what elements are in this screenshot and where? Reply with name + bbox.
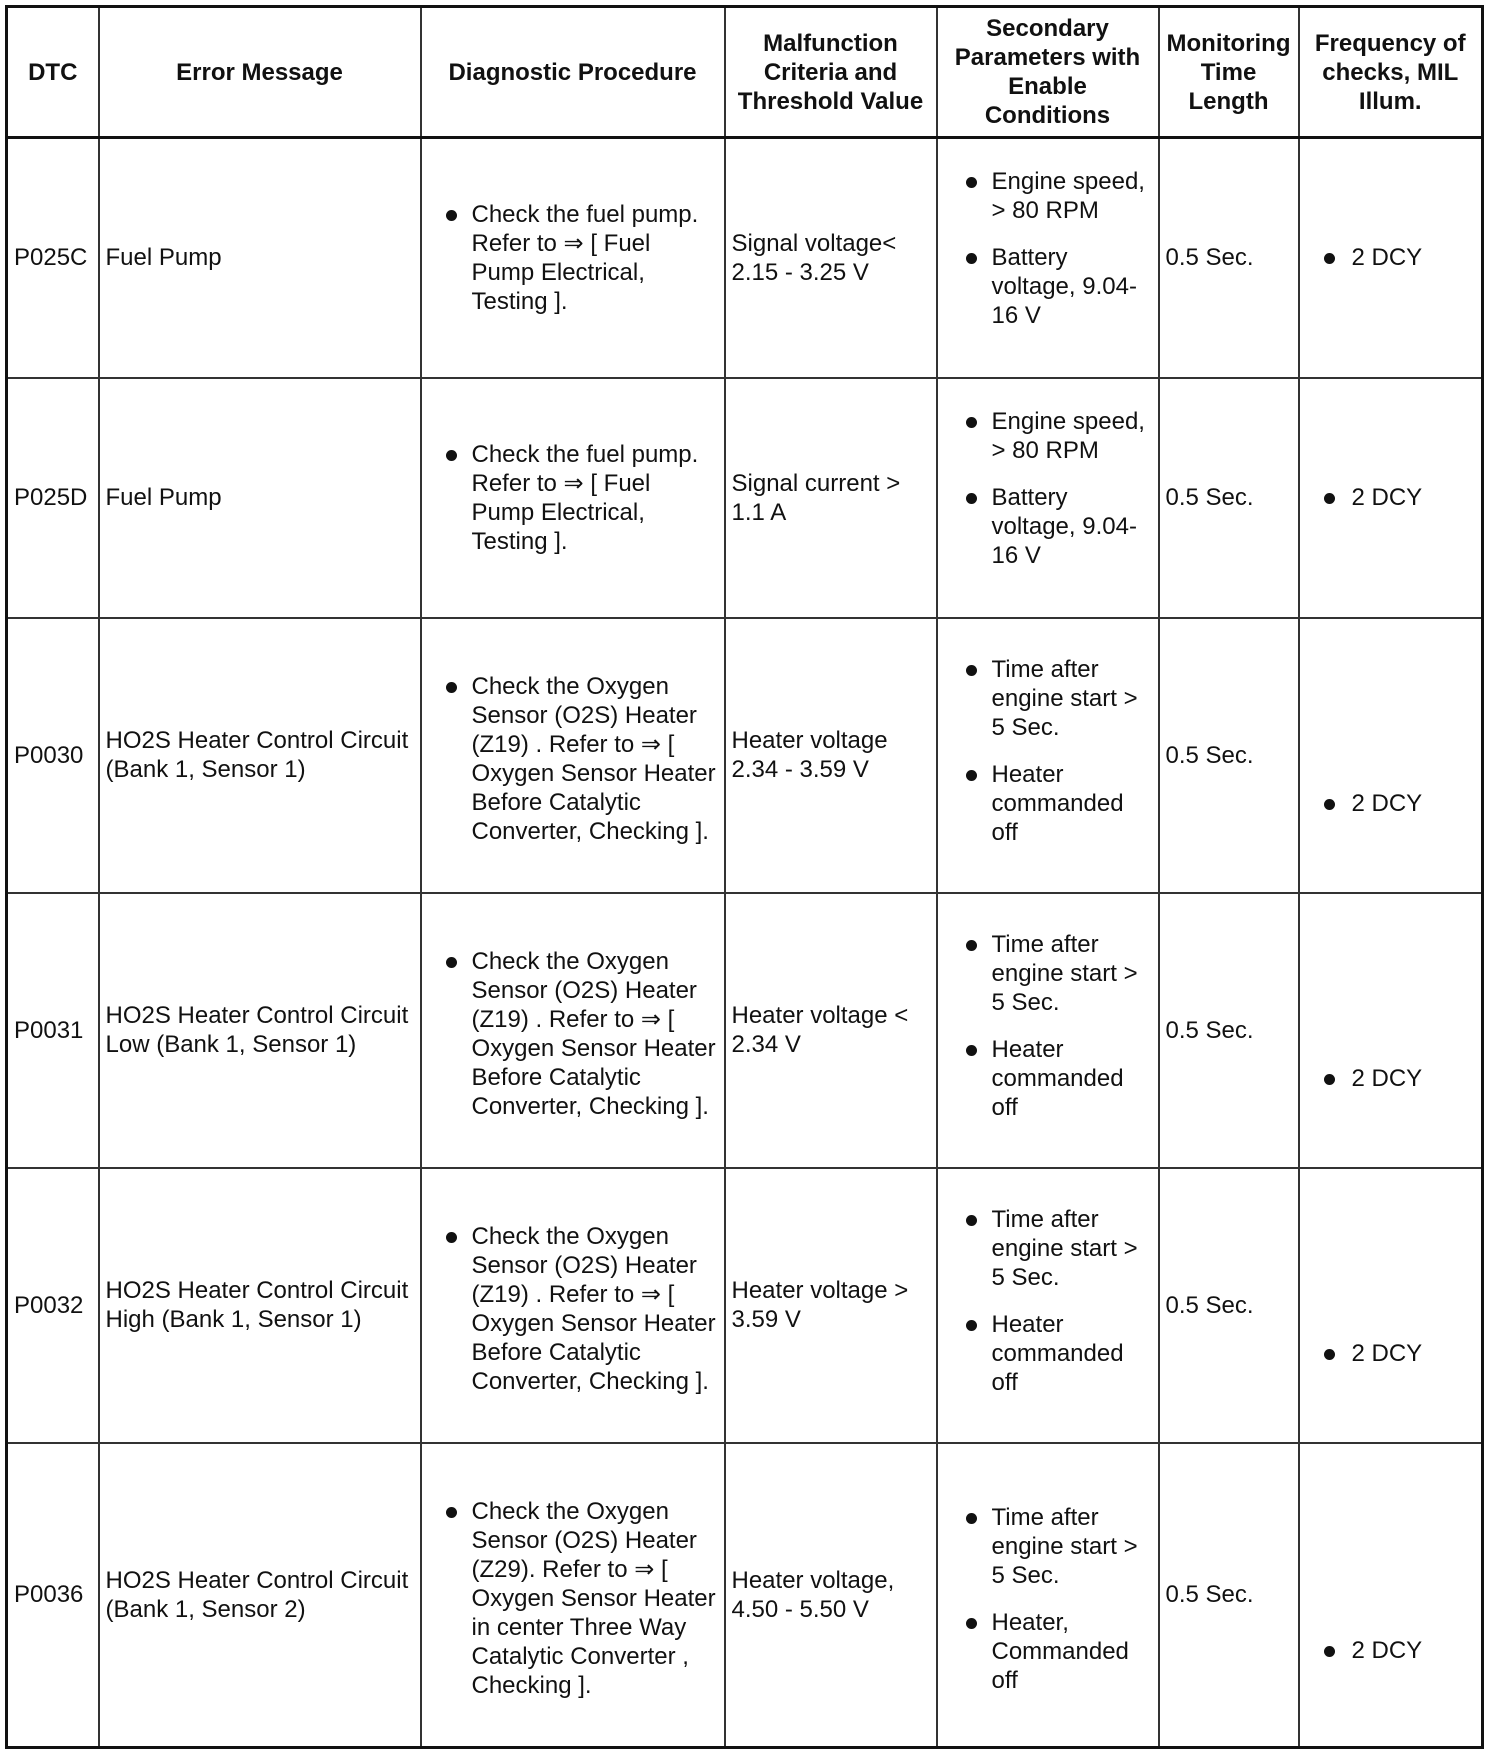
diagnostic-procedure-cell — [421, 378, 725, 618]
header-diagnostic-procedure: Diagnostic Procedure — [421, 7, 725, 138]
diagnostic-procedure: Check the fuel pump. Refer to ⇒ [ Fuel Pump Electrical, Testing ]. — [428, 200, 718, 316]
diagnostic-procedure: Check the fuel pump. Refer to ⇒ [ Fuel Pump Electrical, Testing ]. — [428, 440, 718, 556]
frequency-cell — [1299, 138, 1483, 378]
secondary-parameter: Heater commanded off — [944, 1035, 1152, 1122]
monitoring-time: 0.5 Sec. — [1159, 893, 1299, 1168]
diagnostic-procedure-cell — [421, 893, 725, 1168]
diagnostic-procedure: Check the Oxygen Sensor (O2S) Heater (Z19) . Refer to ⇒ [ Oxygen Sensor Heater Before Catalytic Converter, Checking ]. — [428, 1222, 718, 1396]
secondary-parameter: Time after engine start > 5 Sec. — [944, 655, 1152, 742]
secondary-parameter: Engine speed, > 80 RPM — [944, 167, 1152, 225]
monitoring-time: 0.5 Sec. — [1159, 378, 1299, 618]
monitoring-time: 0.5 Sec. — [1159, 138, 1299, 378]
monitoring-time: 0.5 Sec. — [1159, 1443, 1299, 1748]
error-message: Fuel Pump — [99, 378, 421, 618]
table-row — [7, 893, 1483, 1168]
error-message: Fuel Pump — [99, 138, 421, 378]
error-message: HO2S Heater Control Circuit High (Bank 1, Sensor 1) — [99, 1168, 421, 1443]
header-frequency: Frequency of checks, MIL Illum. — [1299, 7, 1483, 138]
frequency: 2 DCY — [1306, 1064, 1476, 1093]
secondary-parameters-cell — [937, 378, 1159, 618]
dtc-code: P0031 — [7, 893, 99, 1168]
header-malfunction-criteria: Malfunction Criteria and Threshold Value — [725, 7, 937, 138]
error-message: HO2S Heater Control Circuit (Bank 1, Sensor 1) — [99, 618, 421, 893]
secondary-parameter: Heater, Commanded off — [944, 1608, 1152, 1695]
table-row — [7, 618, 1483, 893]
diagnostic-procedure-cell — [421, 138, 725, 378]
secondary-parameter: Time after engine start > 5 Sec. — [944, 1503, 1152, 1590]
secondary-parameter: Battery voltage, 9.04-16 V — [944, 243, 1152, 330]
frequency-cell — [1299, 378, 1483, 618]
secondary-parameter: Time after engine start > 5 Sec. — [944, 930, 1152, 1017]
frequency: 2 DCY — [1306, 789, 1476, 818]
header-secondary-parameters: Secondary Parameters with Enable Conditions — [937, 7, 1159, 138]
frequency-cell — [1299, 618, 1483, 893]
secondary-parameters-cell — [937, 1168, 1159, 1443]
dtc-table — [5, 5, 1484, 1749]
frequency: 2 DCY — [1306, 483, 1476, 512]
header-error-message: Error Message — [99, 7, 421, 138]
secondary-parameters-cell — [937, 618, 1159, 893]
header-monitoring-time: Monitoring Time Length — [1159, 7, 1299, 138]
malfunction-criteria: Heater voltage > 3.59 V — [725, 1168, 937, 1443]
dtc-code: P0030 — [7, 618, 99, 893]
secondary-parameters-cell — [937, 893, 1159, 1168]
dtc-code: P025C — [7, 138, 99, 378]
dtc-code: P0036 — [7, 1443, 99, 1748]
malfunction-criteria: Signal current > 1.1 A — [725, 378, 937, 618]
diagnostic-procedure-cell — [421, 618, 725, 893]
diagnostic-procedure: Check the Oxygen Sensor (O2S) Heater (Z29). Refer to ⇒ [ Oxygen Sensor Heater in center Three Way Catalytic Converter , Checking ]. — [428, 1497, 718, 1700]
frequency: 2 DCY — [1306, 1339, 1476, 1368]
error-message: HO2S Heater Control Circuit (Bank 1, Sensor 2) — [99, 1443, 421, 1748]
malfunction-criteria: Heater voltage, 4.50 - 5.50 V — [725, 1443, 937, 1748]
diagnostic-procedure: Check the Oxygen Sensor (O2S) Heater (Z19) . Refer to ⇒ [ Oxygen Sensor Heater Before Catalytic Converter, Checking ]. — [428, 947, 718, 1121]
diagnostic-procedure: Check the Oxygen Sensor (O2S) Heater (Z19) . Refer to ⇒ [ Oxygen Sensor Heater Before Catalytic Converter, Checking ]. — [428, 672, 718, 846]
secondary-parameters-cell — [937, 1443, 1159, 1748]
dtc-code: P0032 — [7, 1168, 99, 1443]
secondary-parameters-cell — [937, 138, 1159, 378]
table-row — [7, 138, 1483, 378]
table-row — [7, 1168, 1483, 1443]
secondary-parameter: Time after engine start > 5 Sec. — [944, 1205, 1152, 1292]
malfunction-criteria: Signal voltage< 2.15 - 3.25 V — [725, 138, 937, 378]
frequency-cell — [1299, 1168, 1483, 1443]
secondary-parameter: Battery voltage, 9.04-16 V — [944, 483, 1152, 570]
frequency-cell — [1299, 893, 1483, 1168]
dtc-code: P025D — [7, 378, 99, 618]
error-message: HO2S Heater Control Circuit Low (Bank 1, Sensor 1) — [99, 893, 421, 1168]
secondary-parameter: Heater commanded off — [944, 1310, 1152, 1397]
monitoring-time: 0.5 Sec. — [1159, 1168, 1299, 1443]
monitoring-time: 0.5 Sec. — [1159, 618, 1299, 893]
malfunction-criteria: Heater voltage < 2.34 V — [725, 893, 937, 1168]
secondary-parameter: Heater commanded off — [944, 760, 1152, 847]
frequency-cell — [1299, 1443, 1483, 1748]
malfunction-criteria: Heater voltage 2.34 - 3.59 V — [725, 618, 937, 893]
header-dtc: DTC — [7, 7, 99, 138]
frequency: 2 DCY — [1306, 243, 1476, 272]
frequency: 2 DCY — [1306, 1636, 1476, 1665]
diagnostic-procedure-cell — [421, 1168, 725, 1443]
table-row — [7, 378, 1483, 618]
header-row — [7, 7, 1483, 138]
table-row — [7, 1443, 1483, 1748]
secondary-parameter: Engine speed, > 80 RPM — [944, 407, 1152, 465]
diagnostic-procedure-cell — [421, 1443, 725, 1748]
